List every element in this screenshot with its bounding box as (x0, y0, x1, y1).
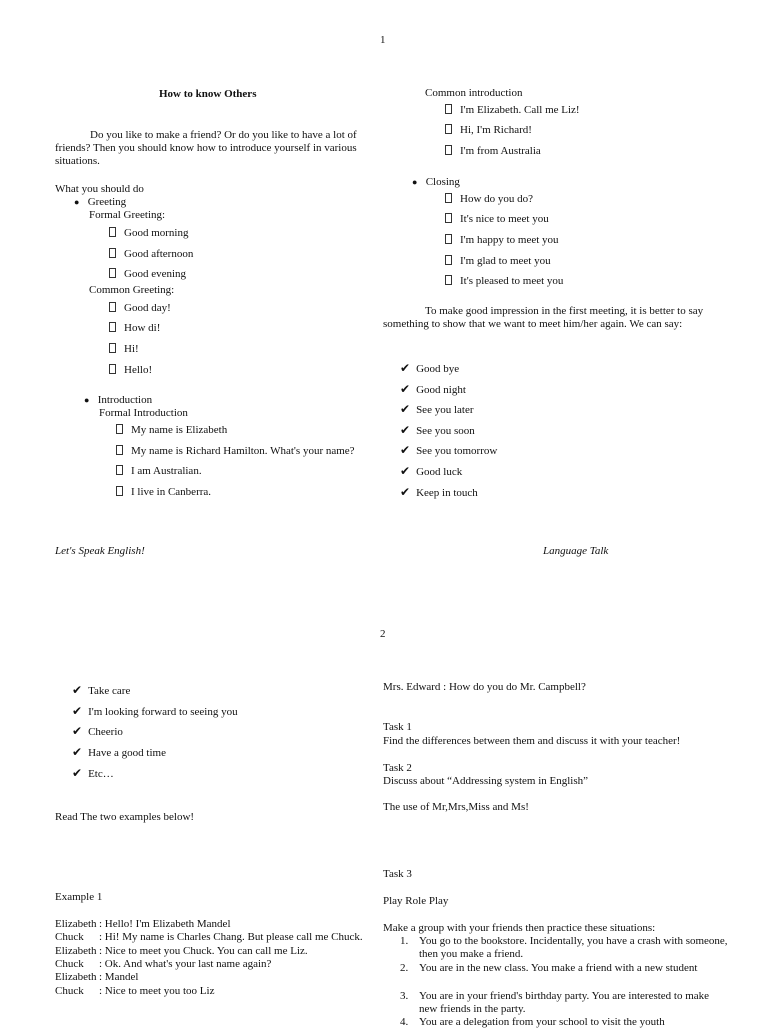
checkmark-icon: ✔ (72, 745, 83, 759)
list-item: How do you do? (445, 193, 533, 206)
square-bullet-icon (109, 364, 116, 374)
footer-left: Let's Speak English! (55, 545, 145, 557)
checkmark-icon: ✔ (400, 402, 411, 416)
list-item: ✔ Good bye (400, 361, 460, 375)
page-number: 1 (380, 34, 386, 46)
list-item: It's nice to meet you (445, 213, 549, 226)
square-bullet-icon (116, 424, 123, 434)
list-item: ✔ See you soon (400, 423, 475, 437)
list-item: Hi! (109, 343, 139, 356)
list-item: ✔ Keep in touch (400, 485, 478, 499)
introduction-label: ● Introduction (84, 394, 153, 406)
task2-use: The use of Mr,Mrs,Miss and Ms! (383, 801, 529, 813)
dialogue-line: Elizabeth : Mandel (55, 971, 139, 983)
mrs-edward-line: Mrs. Edward : How do you do Mr. Campbell? (383, 681, 586, 693)
task1-label: Task 1 (383, 721, 412, 733)
page-title: How to know Others (159, 88, 257, 100)
dialogue-line: Chuck : Ok. And what's your last name again? (55, 958, 272, 970)
situation-item: 2. You are in the new class. You make a friend with a new student (400, 962, 698, 974)
situation-item: 3. You are in your friend's birthday party. You are interested to make new friends in the party. (400, 990, 710, 1015)
list-item: I'm happy to meet you (445, 234, 559, 247)
square-bullet-icon (445, 145, 452, 155)
task3-label: Task 3 (383, 868, 412, 880)
impression-paragraph: To make good impression in the first meeting, it is better to say something to show that we want to meet him/her again. We can say: (383, 305, 704, 330)
task2-label: Task 2 (383, 762, 412, 774)
checkmark-icon: ✔ (400, 464, 411, 478)
intro-paragraph: Do you like to make a friend? Or do you like to have a lot of friends? Then you should know how to introduce yourself in various situations. (55, 129, 357, 167)
page-number: 2 (380, 628, 386, 640)
list-item: Hello! (109, 364, 152, 377)
list-item: Good morning (109, 227, 188, 240)
square-bullet-icon (445, 275, 452, 285)
dialogue-line: Chuck : Hi! My name is Charles Chang. But please call me Chuck. (55, 931, 363, 943)
footer-right: Language Talk (543, 545, 609, 557)
read-examples: Read The two examples below! (55, 811, 195, 823)
example1-label: Example 1 (55, 891, 103, 903)
checkmark-icon: ✔ (400, 382, 411, 396)
square-bullet-icon (445, 255, 452, 265)
checkmark-icon: ✔ (400, 423, 411, 437)
list-item: My name is Richard Hamilton. What's your name? (116, 445, 355, 458)
list-item: ✔ Take care (72, 683, 131, 697)
task2-text: Discuss about “Addressing system in English” (383, 775, 589, 787)
bullet-dot-icon: ● (74, 197, 80, 207)
square-bullet-icon (116, 486, 123, 496)
list-item: I am Australian. (116, 465, 202, 478)
list-item: ✔ Etc… (72, 766, 114, 780)
list-item: I'm glad to meet you (445, 255, 551, 268)
list-item: ✔ Have a good time (72, 745, 166, 759)
square-bullet-icon (109, 227, 116, 237)
greeting-label: ● Greeting (74, 196, 127, 208)
list-item: ✔ See you later (400, 402, 474, 416)
situation-item: 1. You go to the bookstore. Incidentally, you have a crash with someone, then you make a friend. (400, 935, 728, 960)
list-item: Hi, I'm Richard! (445, 124, 532, 137)
situation-item: 4. You are a delegation from your school to visit the youth (400, 1016, 665, 1028)
formal-introduction-label: Formal Introduction (99, 407, 188, 419)
list-item: ✔ I'm looking forward to seeing you (72, 704, 238, 718)
checkmark-icon: ✔ (72, 766, 83, 780)
closing-label: ● Closing (412, 176, 460, 188)
square-bullet-icon (445, 213, 452, 223)
list-item: Good evening (109, 268, 186, 281)
what-heading: What you should do (55, 183, 144, 195)
common-introduction-label: Common introduction (425, 87, 523, 99)
task3-intro: Make a group with your friends then practice these situations: (383, 922, 656, 934)
checkmark-icon: ✔ (72, 683, 83, 697)
checkmark-icon: ✔ (400, 443, 411, 457)
list-item: I'm from Australia (445, 145, 541, 158)
list-item: My name is Elizabeth (116, 424, 227, 437)
task3-subtitle: Play Role Play (383, 895, 449, 907)
square-bullet-icon (445, 193, 452, 203)
formal-greeting-label: Formal Greeting: (89, 209, 166, 221)
bullet-dot-icon: ● (84, 395, 90, 405)
dialogue-line: Elizabeth : Nice to meet you Chuck. You can call me Liz. (55, 945, 308, 957)
checkmark-icon: ✔ (400, 361, 411, 375)
list-item: How di! (109, 322, 160, 335)
square-bullet-icon (109, 343, 116, 353)
checkmark-icon: ✔ (72, 704, 83, 718)
square-bullet-icon (109, 302, 116, 312)
list-item: ✔ See you tomorrow (400, 443, 498, 457)
list-item: ✔ Good luck (400, 464, 463, 478)
list-item: I'm Elizabeth. Call me Liz! (445, 104, 580, 117)
dialogue-line: Chuck : Nice to meet you too Liz (55, 985, 215, 997)
square-bullet-icon (109, 248, 116, 258)
square-bullet-icon (109, 268, 116, 278)
common-greeting-label: Common Greeting: (89, 284, 175, 296)
list-item: ✔ Cheerio (72, 724, 123, 738)
task1-text: Find the differences between them and discuss it with your teacher! (383, 735, 681, 747)
list-item: Good day! (109, 302, 171, 315)
square-bullet-icon (445, 104, 452, 114)
bullet-dot-icon: ● (412, 177, 418, 187)
square-bullet-icon (116, 445, 123, 455)
square-bullet-icon (109, 322, 116, 332)
list-item: Good afternoon (109, 248, 193, 261)
dialogue-line: Elizabeth : Hello! I'm Elizabeth Mandel (55, 918, 231, 930)
list-item: It's pleased to meet you (445, 275, 563, 288)
list-item: ✔ Good night (400, 382, 466, 396)
square-bullet-icon (445, 124, 452, 134)
checkmark-icon: ✔ (72, 724, 83, 738)
list-item: I live in Canberra. (116, 486, 211, 499)
square-bullet-icon (116, 465, 123, 475)
checkmark-icon: ✔ (400, 485, 411, 499)
square-bullet-icon (445, 234, 452, 244)
